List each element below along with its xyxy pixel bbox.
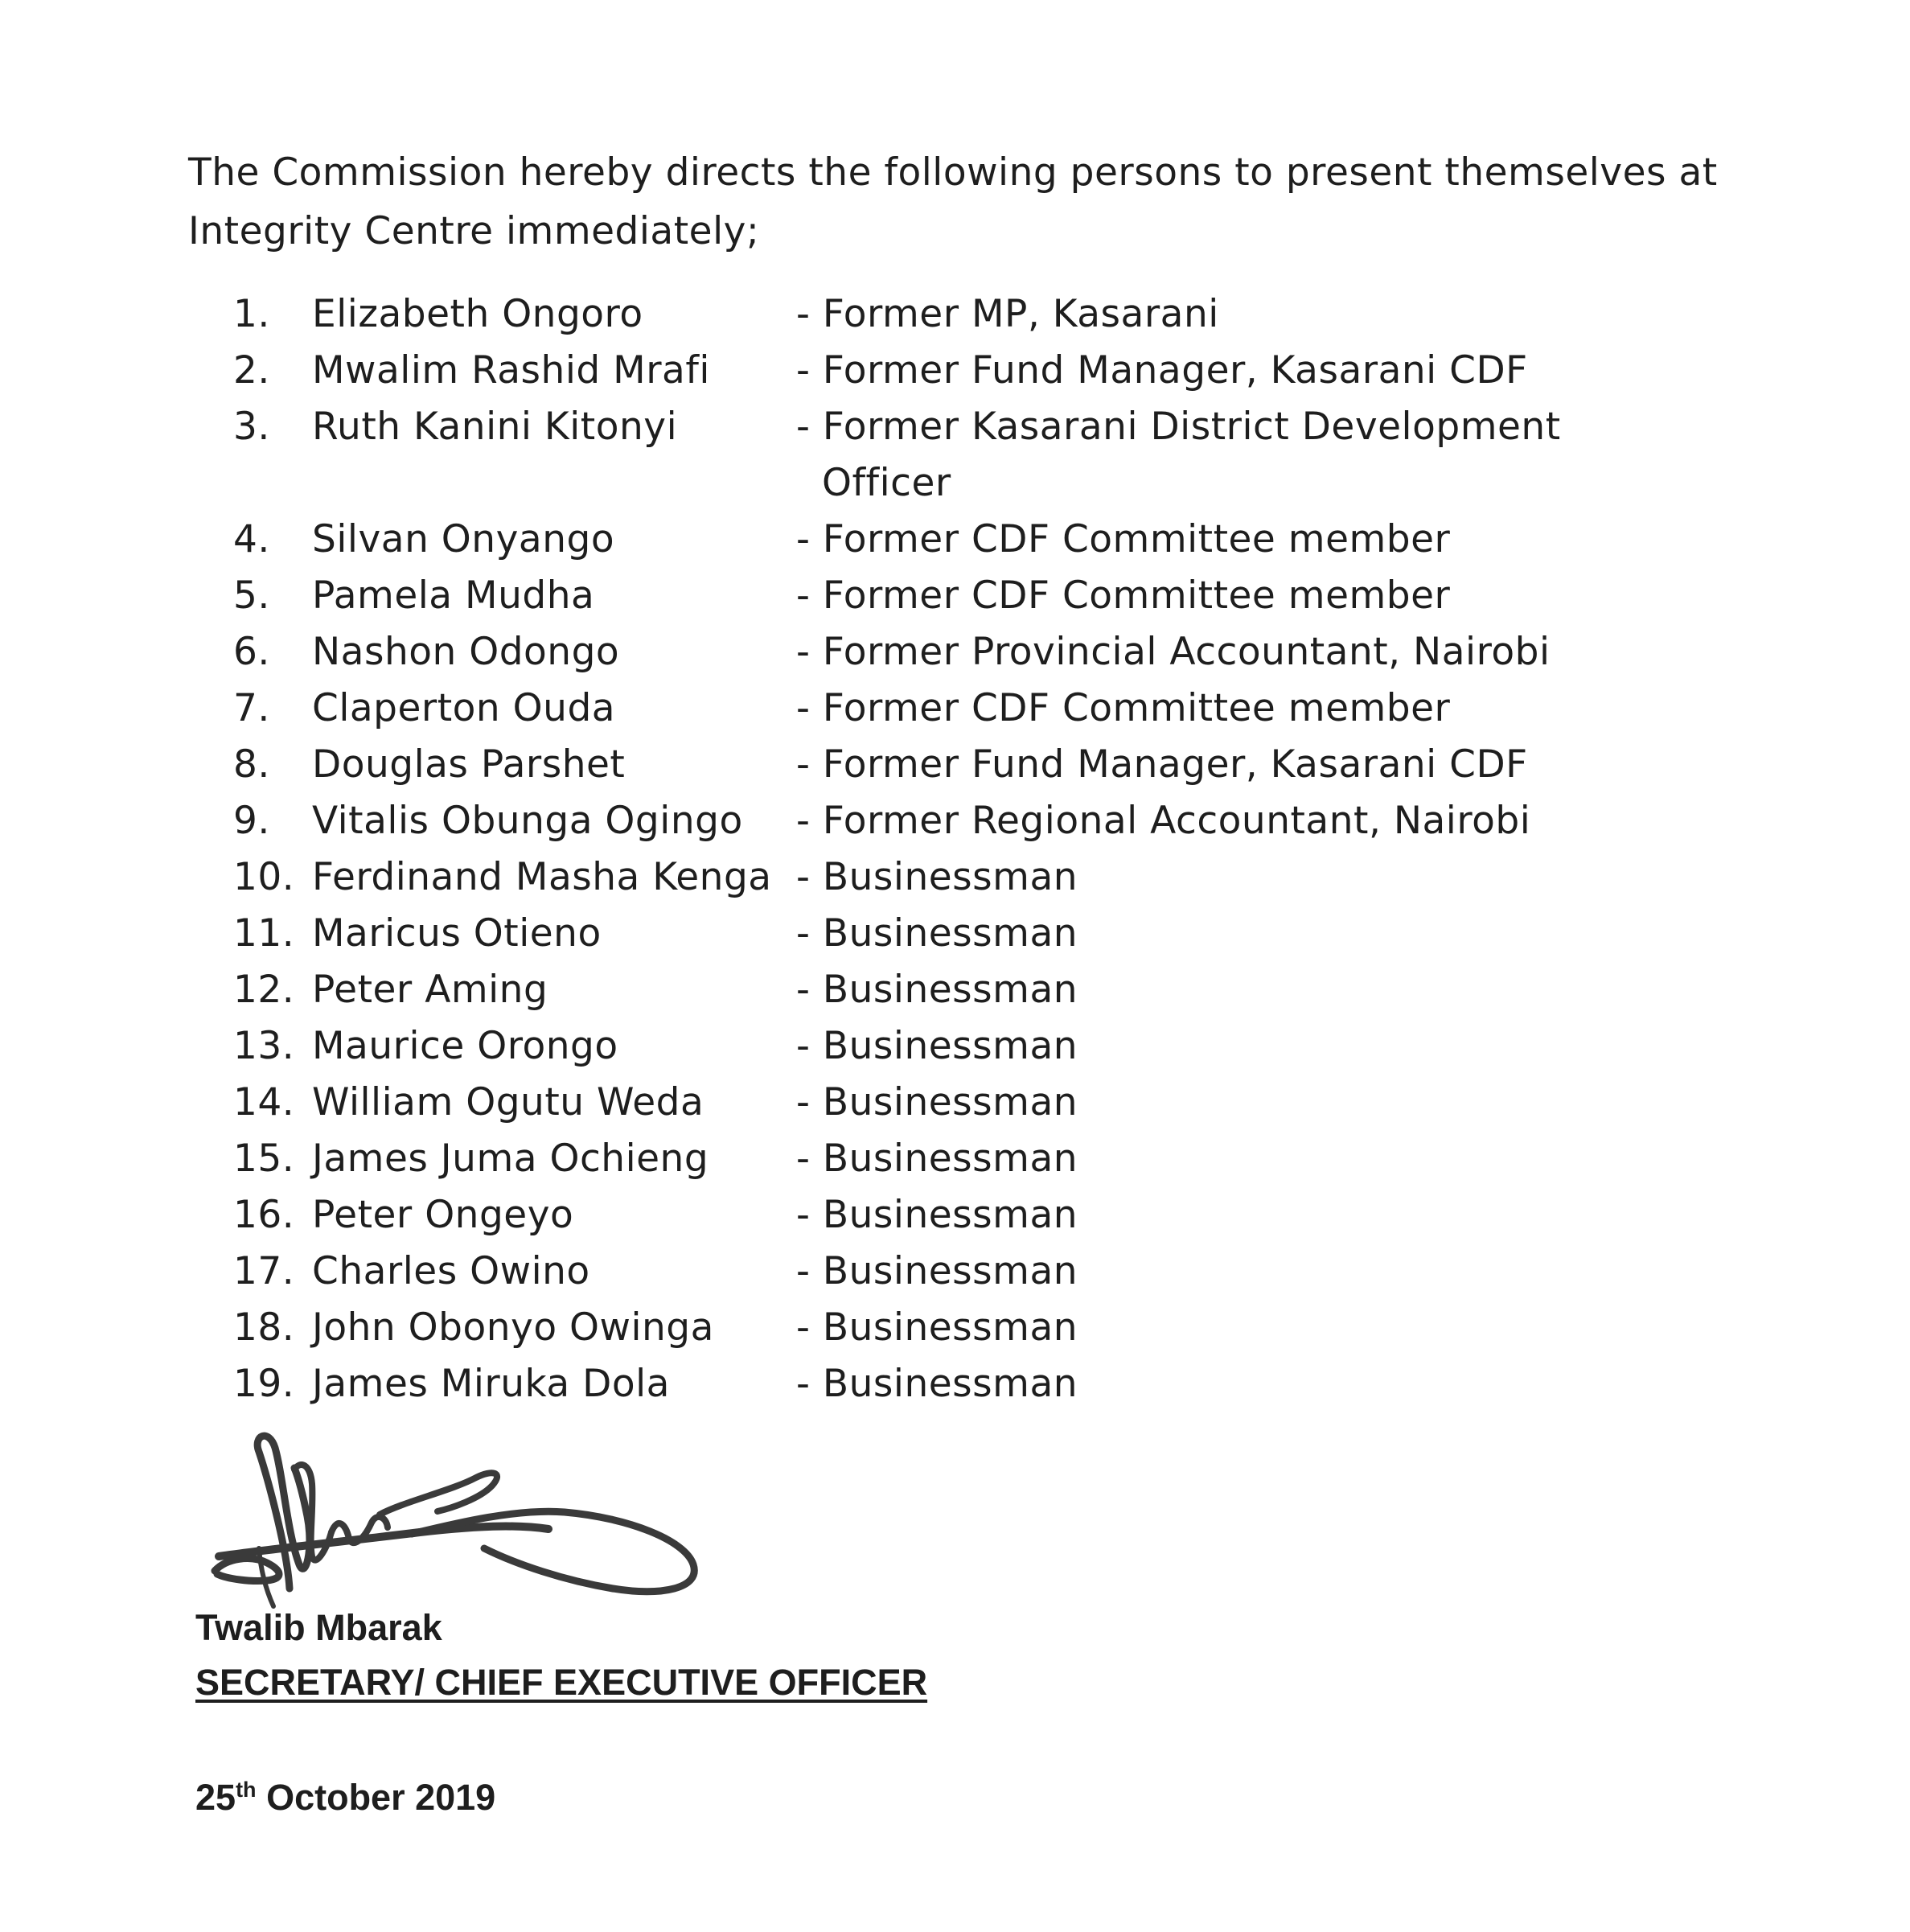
person-role: - Former Fund Manager, Kasarani CDF [796, 742, 1528, 787]
person-role: - Former Fund Manager, Kasarani CDF [796, 348, 1528, 393]
person-name: Elizabeth Ongoro [312, 292, 643, 336]
person-name: William Ogutu Weda [312, 1080, 704, 1124]
person-name: Mwalim Rashid Mrafi [312, 348, 710, 393]
person-name: James Miruka Dola [312, 1362, 670, 1406]
person-role: - Former Regional Accountant, Nairobi [796, 799, 1531, 843]
person-role: - Businessman [796, 1193, 1078, 1237]
list-item [0, 1018, 1910, 1075]
person-name: James Juma Ochieng [312, 1137, 709, 1181]
date-day: 25 [195, 1777, 236, 1818]
person-role: - Former CDF Committee member [796, 686, 1451, 730]
list-item [0, 624, 1910, 680]
person-role: - Businessman [796, 1249, 1078, 1293]
list-item [0, 1243, 1910, 1300]
persons-list [0, 286, 1910, 1412]
person-role: - Businessman [796, 1305, 1078, 1350]
list-item-number: 7. [233, 686, 270, 730]
list-item [0, 1131, 1910, 1187]
signatory-name: Twalib Mbarak [195, 1607, 442, 1648]
list-item [0, 962, 1910, 1018]
list-item [0, 793, 1910, 849]
list-item-number: 2. [233, 348, 270, 393]
list-item [0, 1075, 1910, 1131]
person-name: Pamela Mudha [312, 573, 595, 618]
date-rest: October 2019 [266, 1777, 496, 1818]
person-name: Nashon Odongo [312, 630, 620, 674]
list-item-number: 18. [233, 1305, 295, 1350]
list-item [0, 1187, 1910, 1243]
list-item [0, 737, 1910, 793]
person-name: Charles Owino [312, 1249, 590, 1293]
person-role: - Businessman [796, 1362, 1078, 1406]
person-role: - Former CDF Committee member [796, 517, 1451, 561]
list-item [0, 680, 1910, 737]
list-item [0, 512, 1910, 568]
person-name: Ferdinand Masha Kenga [312, 855, 772, 899]
list-item-number: 12. [233, 968, 295, 1012]
list-item [0, 849, 1910, 906]
person-role: - Former MP, Kasarani [796, 292, 1219, 336]
list-item-number: 3. [233, 405, 270, 449]
person-name: Maricus Otieno [312, 911, 602, 956]
list-item [0, 286, 1910, 343]
person-name: Ruth Kanini Kitonyi [312, 405, 678, 449]
list-item-number: 14. [233, 1080, 295, 1124]
person-name: Maurice Orongo [312, 1024, 618, 1068]
list-item-number: 5. [233, 573, 270, 618]
person-role: - Former CDF Committee member [796, 573, 1451, 618]
list-item-number: 1. [233, 292, 270, 336]
list-item-number: 17. [233, 1249, 295, 1293]
person-role: - Businessman [796, 911, 1078, 956]
list-item-number: 13. [233, 1024, 295, 1068]
list-item-number: 9. [233, 799, 270, 843]
signature-image [211, 1428, 725, 1613]
person-role: - Businessman [796, 1080, 1078, 1124]
person-role: - Former Provincial Accountant, Nairobi [796, 630, 1551, 674]
list-item-number: 19. [233, 1362, 295, 1406]
list-item-number: 16. [233, 1193, 295, 1237]
person-name: Claperton Ouda [312, 686, 616, 730]
date-suffix: th [236, 1778, 257, 1802]
signatory-title: SECRETARY/ CHIEF EXECUTIVE OFFICER [195, 1662, 928, 1703]
person-role: - Businessman [796, 855, 1078, 899]
list-item-number: 8. [233, 742, 270, 787]
document-date [195, 1774, 495, 1822]
list-item [0, 1356, 1910, 1412]
person-role: - Former Kasarani District Development Officer [796, 405, 1561, 505]
list-item [0, 343, 1910, 399]
list-item [0, 568, 1910, 624]
person-role: - Businessman [796, 1024, 1078, 1068]
list-item [0, 1300, 1910, 1356]
person-name: Peter Ongeyo [312, 1193, 574, 1237]
list-item [0, 399, 1910, 512]
list-item [0, 906, 1910, 962]
person-name: Silvan Onyango [312, 517, 615, 561]
list-item-number: 10. [233, 855, 295, 899]
person-name: Douglas Parshet [312, 742, 626, 787]
person-role: - Businessman [796, 968, 1078, 1012]
list-item-number: 15. [233, 1137, 295, 1181]
person-name: Vitalis Obunga Ogingo [312, 799, 743, 843]
person-role: - Businessman [796, 1137, 1078, 1181]
list-item-number: 6. [233, 630, 270, 674]
intro-paragraph: The Commission hereby directs the following persons to present themselves at Integrity Centre immediately; [188, 150, 1718, 253]
list-item-number: 11. [233, 911, 295, 956]
person-name: John Obonyo Owinga [312, 1305, 714, 1350]
list-item-number: 4. [233, 517, 270, 561]
person-name: Peter Aming [312, 968, 548, 1012]
